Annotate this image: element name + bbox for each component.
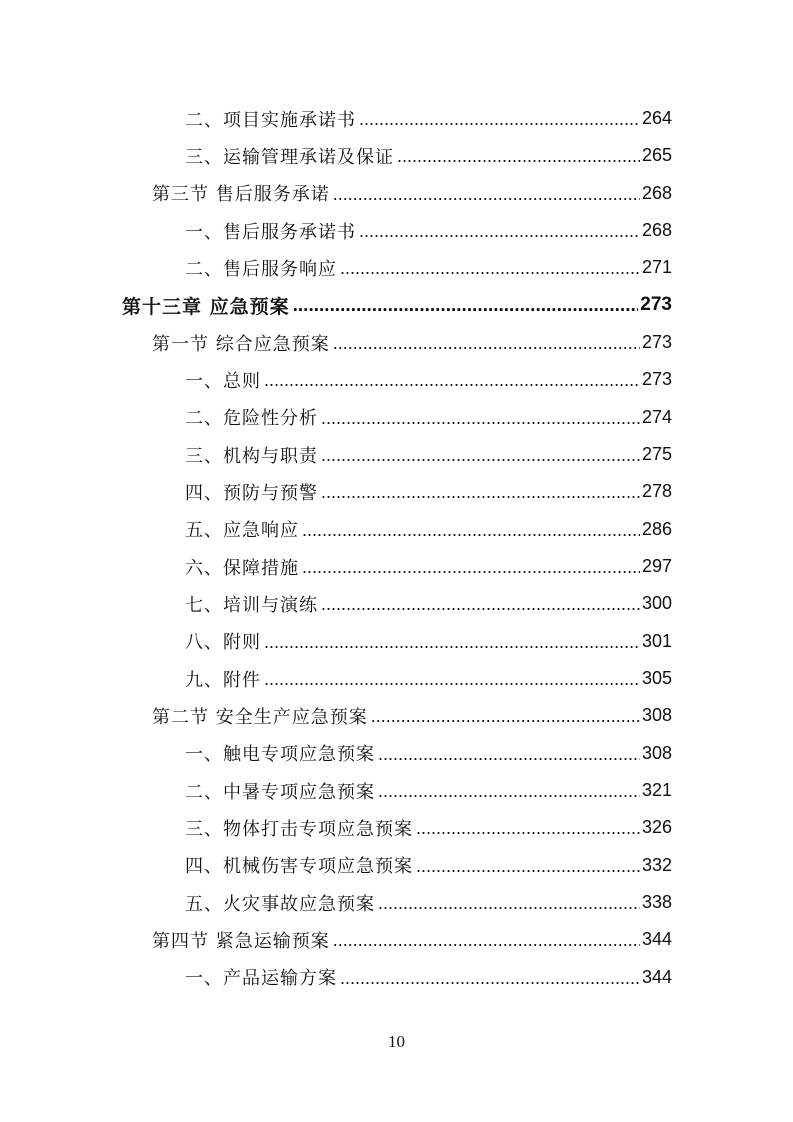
toc-leader-dots — [321, 482, 640, 503]
toc-section-entry[interactable] — [0, 921, 793, 958]
toc-entry-page: 271 — [641, 257, 672, 278]
toc-leader-dots — [378, 893, 640, 914]
table-of-contents — [0, 100, 793, 996]
toc-entry-page: 273 — [641, 369, 672, 390]
toc-entry-title: 八、附则 — [185, 632, 261, 654]
toc-entry[interactable] — [0, 100, 793, 137]
toc-leader-dots — [359, 221, 640, 242]
toc-entry-title: 二、危险性分析 — [185, 408, 318, 430]
toc-leader-dots — [264, 632, 640, 653]
toc-entry[interactable] — [0, 623, 793, 660]
toc-entry-title: 五、火灾事故应急预案 — [185, 893, 375, 915]
toc-entry[interactable] — [0, 473, 793, 510]
toc-entry-title: 一、售后服务承诺书 — [185, 221, 356, 243]
toc-entry-title: 三、机构与职责 — [185, 445, 318, 467]
toc-entry-page: 338 — [641, 892, 672, 913]
toc-leader-dots — [397, 146, 640, 167]
toc-entry-page: 344 — [641, 966, 672, 987]
toc-entry-title: 二、项目实施承诺书 — [185, 109, 356, 131]
toc-entry-title: 九、附件 — [185, 669, 261, 691]
toc-leader-dots — [321, 408, 640, 429]
toc-leader-dots — [378, 781, 640, 802]
toc-leader-dots — [302, 520, 640, 541]
toc-entry[interactable] — [0, 137, 793, 174]
toc-leader-dots — [416, 856, 640, 877]
toc-entry[interactable] — [0, 212, 793, 249]
toc-entry-page: 344 — [641, 929, 672, 950]
toc-leader-dots — [321, 445, 640, 466]
toc-leader-dots — [333, 930, 640, 951]
toc-entry-page: 308 — [641, 742, 672, 763]
toc-entry-page: 308 — [641, 705, 672, 726]
toc-entry[interactable] — [0, 436, 793, 473]
toc-entry-title: 第四节 紧急运输预案 — [152, 930, 330, 952]
toc-entry-title: 一、触电专项应急预案 — [185, 744, 375, 766]
toc-section-entry[interactable] — [0, 697, 793, 734]
toc-entry-page: 268 — [641, 220, 672, 241]
toc-entry[interactable] — [0, 735, 793, 772]
toc-entry-page: 273 — [640, 294, 672, 316]
toc-entry-title: 第二节 安全生产应急预案 — [152, 706, 368, 728]
toc-entry-title: 三、物体打击专项应急预案 — [185, 818, 413, 840]
toc-entry-page: 332 — [641, 854, 672, 875]
toc-leader-dots — [293, 295, 639, 317]
toc-entry[interactable] — [0, 399, 793, 436]
toc-entry-title: 六、保障措施 — [185, 557, 299, 579]
toc-section-entry[interactable] — [0, 175, 793, 212]
toc-leader-dots — [340, 258, 640, 279]
toc-entry-page: 286 — [641, 518, 672, 539]
toc-entry-page: 300 — [641, 593, 672, 614]
toc-entry-page: 297 — [641, 556, 672, 577]
toc-entry[interactable] — [0, 772, 793, 809]
toc-entry[interactable] — [0, 511, 793, 548]
toc-leader-dots — [416, 818, 640, 839]
page-number: 10 — [388, 1032, 405, 1051]
toc-entry-title: 五、应急响应 — [185, 520, 299, 542]
toc-leader-dots — [359, 109, 640, 130]
toc-leader-dots — [321, 594, 640, 615]
toc-chapter-entry[interactable] — [0, 287, 793, 324]
toc-entry-page: 268 — [641, 182, 672, 203]
toc-entry-title: 第一节 综合应急预案 — [152, 333, 330, 355]
toc-entry-page: 278 — [641, 481, 672, 502]
toc-entry[interactable] — [0, 249, 793, 286]
toc-entry[interactable] — [0, 809, 793, 846]
toc-leader-dots — [264, 669, 640, 690]
toc-entry[interactable] — [0, 361, 793, 398]
toc-entry[interactable] — [0, 548, 793, 585]
toc-entry-title: 一、总则 — [185, 370, 261, 392]
toc-entry-page: 305 — [641, 668, 672, 689]
toc-entry[interactable] — [0, 660, 793, 697]
toc-entry-title: 二、售后服务响应 — [185, 258, 337, 280]
toc-entry-page: 264 — [641, 108, 672, 129]
toc-entry-title: 二、中暑专项应急预案 — [185, 781, 375, 803]
toc-entry-title: 七、培训与演练 — [185, 594, 318, 616]
toc-leader-dots — [378, 744, 640, 765]
toc-entry[interactable] — [0, 959, 793, 996]
toc-entry-page: 273 — [641, 332, 672, 353]
toc-entry-page: 326 — [641, 817, 672, 838]
toc-leader-dots — [371, 706, 640, 727]
toc-entry[interactable] — [0, 847, 793, 884]
toc-entry-title: 第三节 售后服务承诺 — [152, 184, 330, 206]
toc-entry-title: 四、机械伤害专项应急预案 — [185, 856, 413, 878]
toc-section-entry[interactable] — [0, 324, 793, 361]
toc-leader-dots — [333, 184, 640, 205]
toc-entry-page: 275 — [641, 444, 672, 465]
toc-entry-page: 301 — [641, 630, 672, 651]
toc-leader-dots — [340, 968, 640, 989]
toc-entry[interactable] — [0, 884, 793, 921]
toc-entry-title: 四、预防与预警 — [185, 482, 318, 504]
toc-entry-title: 第十三章 应急预案 — [122, 295, 290, 318]
toc-leader-dots — [333, 333, 640, 354]
toc-leader-dots — [264, 370, 640, 391]
toc-entry[interactable] — [0, 585, 793, 622]
toc-leader-dots — [302, 557, 640, 578]
toc-entry-page: 321 — [641, 780, 672, 801]
toc-entry-page: 265 — [641, 145, 672, 166]
toc-entry-page: 274 — [641, 406, 672, 427]
toc-entry-title: 一、产品运输方案 — [185, 968, 337, 990]
toc-entry-title: 三、运输管理承诺及保证 — [185, 146, 394, 168]
